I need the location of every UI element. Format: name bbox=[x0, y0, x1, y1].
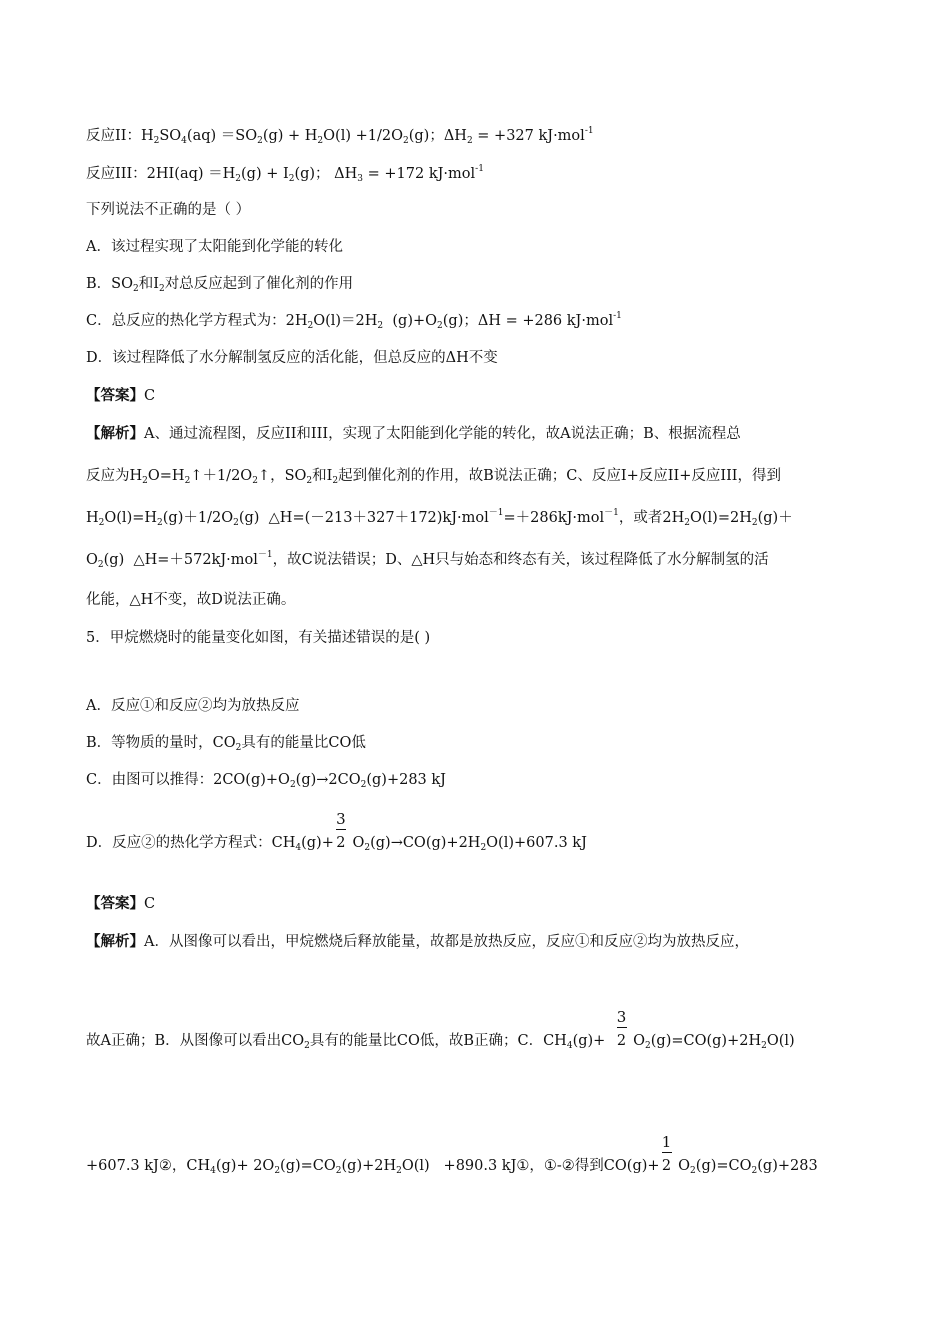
q5-option-d: D．反应②的热化学方程式：$CH_4(g)+$ $\frac{3}{2} O_2(g)\to CO(g)+2H_2O(l)+607.3$ kJ bbox=[86, 810, 587, 853]
q4-explanation-line-3: $H_2O(l)=H_2(g)+1/2O_2(g)$ △H=(－213＋327＋172)kJ·mol$^{-1}$=＋286kJ·mol$^{-1}$，或者$2H_2O(l)=2H_2(g)+$ bbox=[86, 508, 793, 528]
fraction-three-halves: $\frac{3}{2}$ bbox=[336, 810, 346, 851]
q5-option-a: A．反应①和反应②均为放热反应 bbox=[86, 698, 300, 714]
reaction-ii-line: 反应II：$H_2SO_4(aq) =SO_2(g) + H_2O(l) +1/2O_2(g)$；$\Delta H_2 = +327$ kJ·mol$^{-1}$ bbox=[86, 126, 594, 146]
q4-explanation-line-5: 化能，△H不变，故D说法正确。 bbox=[86, 592, 296, 608]
q5-explanation-line-3: +607.3 kJ②，$CH_4(g)+ 2O_2(g)=CO_2(g)+2H_2O(l) +890.3$ kJ①，①-②得到CO(g)+ $\frac{1}{2} O_2(g)=CO_2(g)+283$ bbox=[86, 1133, 818, 1176]
question-5-stem: 5．甲烷燃烧时的能量变化如图，有关描述错误的是( ) bbox=[86, 630, 431, 646]
reaction-iii-line: 反应III：$2HI(aq) =H_2(g) + I_2(g)$； $\Delta H_3 = +172$ kJ·mol$^{-1}$ bbox=[86, 164, 484, 184]
q4-explanation-line-1: 【解析】A、通过流程图，反应II和III，实现了太阳能到化学能的转化，故A说法正确；B、根据流程总 bbox=[86, 425, 741, 442]
q4-explanation-line-4: $O_2(g)$ △H=＋572kJ·mol$^{-1}$，故C说法错误；D、△H只与始态和终态有关，该过程降低了水分解制氢的活 bbox=[86, 550, 769, 570]
q5-explanation-line-1: 【解析】A．从图像可以看出，甲烷燃烧后释放能量，故都是放热反应，反应①和反应②均为放热反应， bbox=[86, 933, 749, 950]
q4-option-a: A．该过程实现了太阳能到化学能的转化 bbox=[86, 239, 343, 255]
q5-answer: 【答案】C bbox=[86, 895, 156, 912]
q4-option-b: B．$SO_2$和$I_2$对总反应起到了催化剂的作用 bbox=[86, 276, 354, 294]
question-4-stem: 下列说法不正确的是（ ） bbox=[86, 202, 251, 218]
fraction-one-half: $\frac{1}{2}$ bbox=[661, 1133, 672, 1174]
q4-explanation-line-2: 反应为$H_2O=H_2↑+1/2O_2↑$，$SO_2$和$I_2$起到催化剂的作用，故B说法正确；C、反应I+反应II+反应III，得到 bbox=[86, 468, 782, 486]
q4-answer: 【答案】C bbox=[86, 387, 156, 404]
q5-explanation-line-2: 故A正确；B．从图像可以看出$CO_2$具有的能量比CO低，故B正确；C．$CH_4(g)+$ $\frac{3}{2} O_2(g)=CO(g)+2H_2O(l)$ bbox=[86, 1008, 795, 1051]
q4-option-c: C．总反应的热化学方程式为：$2H_2O(l)=2H_2$ $(g)+O_2(g)$；ΔH = +286 kJ·mol$^{-1}$ bbox=[86, 311, 622, 331]
q5-option-c: C．由图可以推得：$2CO(g)+O_2(g)\to 2CO_2(g)+283$ kJ bbox=[86, 772, 446, 790]
fraction-three-halves: $\frac{3}{2}$ bbox=[616, 1008, 627, 1049]
q5-option-b: B．等物质的量时，$CO_2$具有的能量比CO低 bbox=[86, 735, 366, 753]
q4-option-d: D．该过程降低了水分解制氢反应的活化能，但总反应的ΔH不变 bbox=[86, 350, 498, 366]
